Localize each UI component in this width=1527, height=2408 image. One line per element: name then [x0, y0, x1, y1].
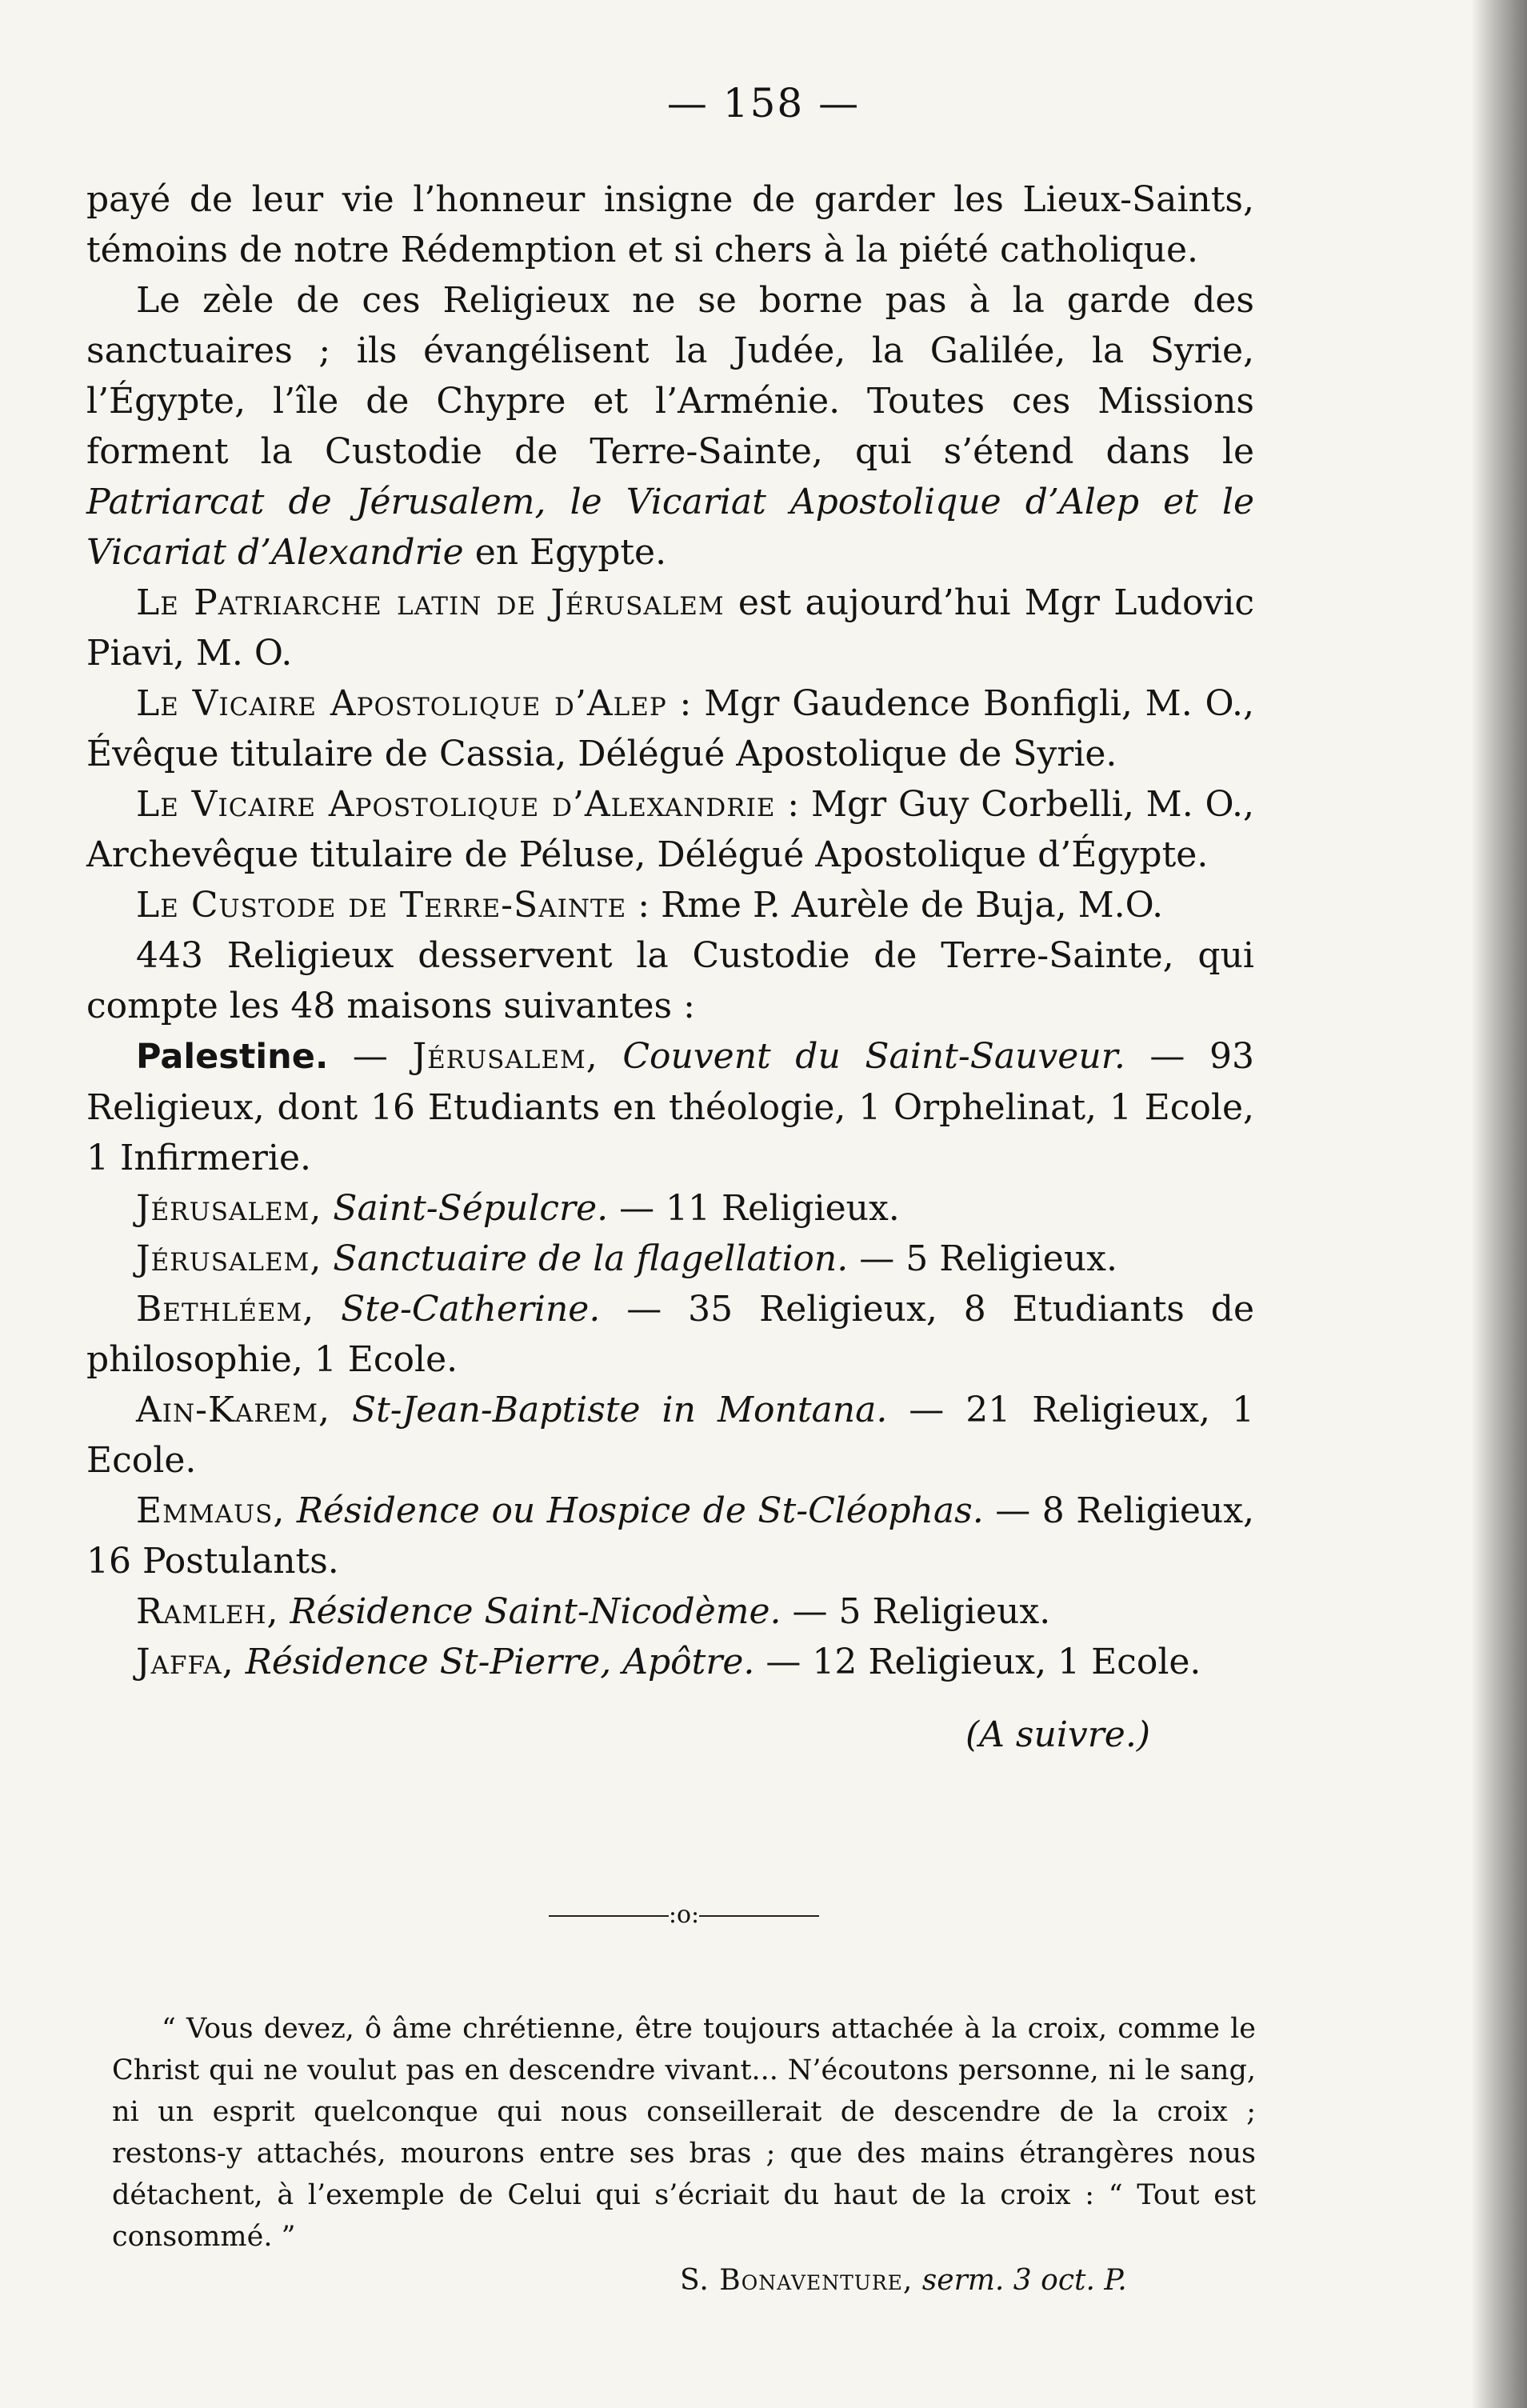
house-entry: Bethléem, Ste-Catherine. — 35 Religieux, 8 Etudiants de philosophie, 1 Ecole.: [86, 1289, 1254, 1380]
to-be-continued: (A suivre.): [965, 1714, 1150, 1755]
section-separator: :o:: [524, 1901, 844, 1929]
paragraph-palestine: Palestine. — Jérusalem, Couvent du Saint-Sauveur. — 93 Religieux, dont 16 Etudiants en théologie, 1 Orphelinat, 1 Ecole, 1 Infirmerie.: [86, 1036, 1254, 1178]
scan-edge-shadow: [1471, 0, 1527, 2408]
paragraph-7: 443 Religieux desservent la Custodie de Terre-Sainte, qui compte les 48 maisons suivantes :: [86, 935, 1254, 1026]
house-entry: Jérusalem, Sanctuaire de la flagellation. — 5 Religieux.: [136, 1238, 1117, 1279]
paragraph-1: payé de leur vie l’honneur insigne de garder les Lieux-Saints, témoins de notre Rédemption et si chers à la piété catholique.: [86, 179, 1254, 270]
closing-quote: [112, 2008, 1256, 2258]
paragraph-3: Le Patriarche latin de Jérusalem est aujourd’hui Mgr Ludovic Piavi, M. O.: [86, 582, 1254, 674]
house-entry: Jaffa, Résidence St-Pierre, Apôtre. — 12 Religieux, 1 Ecole.: [136, 1642, 1201, 1682]
paragraph-5: Le Vicaire Apostolique d’Alexandrie : Mgr Guy Corbelli, M. O., Archevêque titulaire de Péluse, Délégué Apostolique d’Égypte.: [86, 784, 1254, 875]
paragraph-6: Le Custode de Terre-Sainte : Rme P. Aurèle de Buja, M.O.: [136, 885, 1164, 926]
house-entry: Jérusalem, Saint-Sépulcre. — 11 Religieux.: [136, 1188, 900, 1229]
page-number: — 158 —: [666, 80, 861, 126]
quote-text: “ Vous devez, ô âme chrétienne, être toujours attachée à la croix, comme le Christ qui ne voulut pas en descendre vivant... N’écoutons personne, ni le sang, ni un esprit quelconque qui nous conseillerait de descendre de la croix ; restons-y attachés, mourons entre ses bras ; que des mains étrangères nous détachent, à l’exemple de Celui qui s’écriait du haut de la croix : “ Tout est consommé. ”: [112, 2013, 1256, 2253]
main-text: [86, 174, 1254, 1760]
house-entry: Ramleh, Résidence Saint-Nicodème. — 5 Religieux.: [136, 1591, 1051, 1632]
house-entry: Emmaus, Résidence ou Hospice de St-Cléophas. — 8 Religieux, 16 Postulants.: [86, 1490, 1254, 1582]
quote-attribution: S. Bonaventure, serm. 3 oct. P.: [680, 2264, 1127, 2297]
separator-line-left: [549, 1915, 669, 1917]
separator-line-right: [699, 1915, 819, 1917]
paragraph-2: Le zèle de ces Religieux ne se borne pas à la garde des sanctuaires ; ils évangélisent la Judée, la Galilée, la Syrie, l’Égypte, l’île de Chypre et l’Arménie. Toutes ces Missions forment la Custodie de Terre-Sainte, qui s’étend dans le Patriarcat de Jérusalem, le Vicariat Apostolique d’Alep et le Vicariat d’Alexandrie en Egypte.: [86, 280, 1254, 573]
house-entry: Ain-Karem, St-Jean-Baptiste in Montana. — 21 Religieux, 1 Ecole.: [86, 1390, 1254, 1481]
paragraph-4: Le Vicaire Apostolique d’Alep : Mgr Gaudence Bonfigli, M. O., Évêque titulaire de Cassia, Délégué Apostolique de Syrie.: [86, 683, 1255, 774]
